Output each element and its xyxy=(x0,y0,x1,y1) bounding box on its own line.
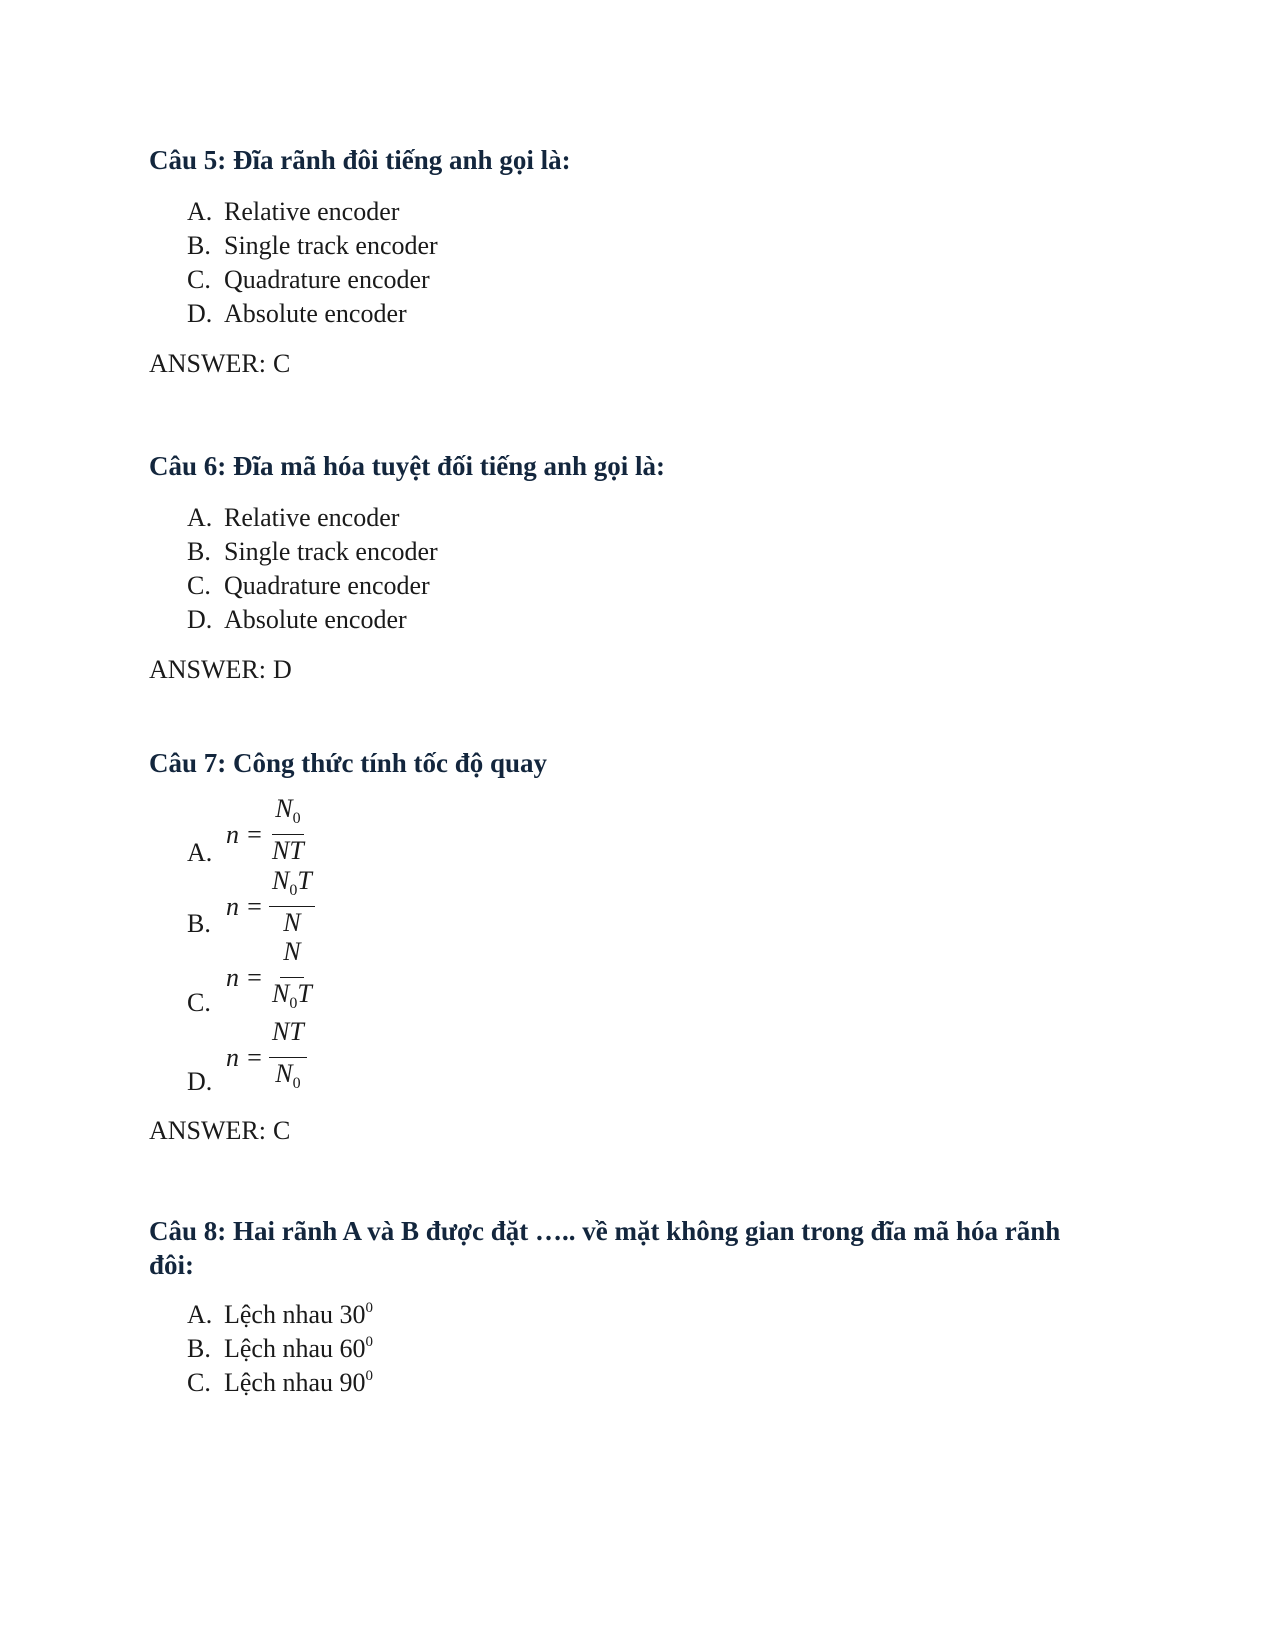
q7-option-b-letter: B. xyxy=(187,909,211,938)
q5-option-a: A. Relative encoder xyxy=(187,197,400,226)
q6-option-b: B. Single track encoder xyxy=(187,537,438,566)
question-7-title: Câu 7: Công thức tính tốc độ quay xyxy=(149,748,548,778)
q7-answer: ANSWER: C xyxy=(149,1116,291,1145)
fraction: $\frac{N}{N_0T}$ xyxy=(272,936,312,1012)
fraction: $\frac{NT}{N_0}$ xyxy=(269,1017,307,1100)
q5-answer: ANSWER: C xyxy=(149,349,291,378)
q8-option-b: B. Lệch nhau $60^0$ xyxy=(187,1334,374,1363)
q7-option-d-letter: D. xyxy=(187,1067,213,1096)
question-8-title: Câu 8: Hai rãnh A và B được đặt ….. về mặt không gian trong đĩa mã hóa rãnh đôi: xyxy=(149,1216,1061,1280)
q7-formula-d: n = $\frac{NT}{N_0}$ xyxy=(226,1023,307,1093)
q5-option-b: B. Single track encoder xyxy=(187,231,438,260)
fraction: $\frac{N_0T}{N}$ xyxy=(269,866,315,949)
q6-option-d: D. Absolute encoder xyxy=(187,605,407,634)
q6-option-c: C. Quadrature encoder xyxy=(187,571,430,600)
q7-option-a-letter: A. xyxy=(187,838,213,867)
q8-option-c: C. Lệch nhau $90^0$ xyxy=(187,1368,374,1397)
q5-option-d: D. Absolute encoder xyxy=(187,299,407,328)
q7-formula-c: n = $\frac{N}{N_0T}$ xyxy=(226,943,315,1013)
question-6-title: Câu 6: Đĩa mã hóa tuyệt đối tiếng anh gọi là: xyxy=(149,451,666,481)
q5-option-c: C. Quadrature encoder xyxy=(187,265,430,294)
q7-formula-a: n = $\frac{N_0}{NT}$ xyxy=(226,800,307,870)
q7-option-c-letter: C. xyxy=(187,988,211,1017)
q6-answer: ANSWER: D xyxy=(149,655,292,684)
q8-option-a: A. Lệch nhau $30^0$ xyxy=(187,1300,374,1329)
fraction: $\frac{N_0}{NT}$ xyxy=(272,793,304,865)
q6-option-a: A. Relative encoder xyxy=(187,503,400,532)
q7-formula-b: n = $\frac{N_0T}{N}$ xyxy=(226,872,315,942)
question-5-title: Câu 5: Đĩa rãnh đôi tiếng anh gọi là: xyxy=(149,145,571,175)
